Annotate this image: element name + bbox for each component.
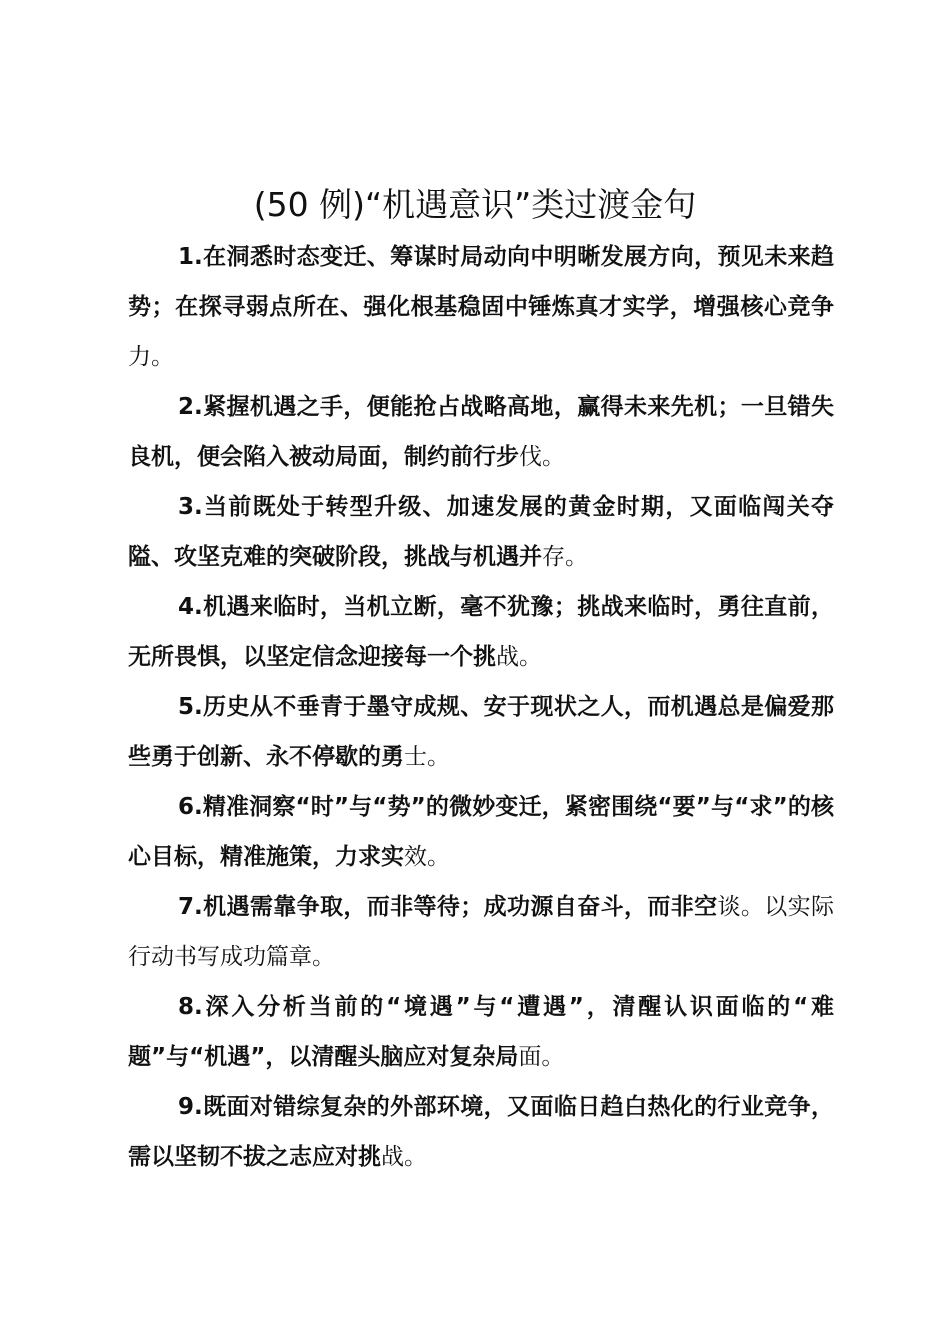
item-text-end: 战。 — [381, 1144, 427, 1170]
item-text-end: 存。 — [542, 544, 588, 570]
item-text: 6.精准洞察“时”与“势”的微妙变迁，紧密围绕“要”与“求”的核心目标，精准施策，力求实 — [128, 794, 834, 870]
item-text: 8.深入分析当前的“境遇”与“遭遇”，清醒认识面临的“难题”与“机遇”，以清醒头脑应对复杂局 — [128, 994, 834, 1070]
item-text-end: 面。 — [518, 1044, 565, 1070]
list-item — [128, 782, 834, 882]
list-item — [128, 882, 834, 982]
list-item — [128, 982, 834, 1082]
item-text: 4.机遇来临时，当机立断，毫不犹豫；挑战来临时，勇往直前，无所畏惧，以坚定信念迎接每一个挑 — [128, 594, 834, 670]
list-item — [128, 232, 834, 382]
sentence-list — [128, 232, 834, 1182]
list-item — [128, 1082, 834, 1182]
item-text: 5.历史从不垂青于墨守成规、安于现状之人，而机遇总是偏爱那些勇于创新、永不停歇的勇 — [128, 694, 834, 770]
item-text-end: 力。 — [128, 344, 174, 370]
item-text: 2.紧握机遇之手，便能抢占战略高地，赢得未来先机；一旦错失良机，便会陷入被动局面，制约前行步 — [128, 394, 834, 470]
item-text-end: 效。 — [404, 844, 450, 870]
list-item — [128, 382, 834, 482]
item-text: 3.当前既处于转型升级、加速发展的黄金时期，又面临闯关夺隘、攻坚克难的突破阶段，挑战与机遇并 — [128, 494, 834, 570]
item-text-end: 谈。以实际行动书写成功篇章。 — [128, 894, 835, 970]
item-text-end: 战。 — [496, 644, 542, 670]
item-text-end: 士。 — [404, 744, 450, 770]
item-text: 9.既面对错综复杂的外部环境，又面临日趋白热化的行业竞争，需以坚韧不拔之志应对挑 — [128, 1094, 834, 1170]
list-item — [128, 682, 834, 782]
item-text: 1.在洞悉时态变迁、筹谋时局动向中明晰发展方向，预见未来趋势；在探寻弱点所在、强化根基稳固中锤炼真才实学，增强核心竞争 — [128, 244, 834, 320]
list-item — [128, 482, 834, 582]
list-item — [128, 582, 834, 682]
document-title: (50 例)“机遇意识”类过渡金句 — [253, 185, 697, 224]
item-text: 7.机遇需靠争取，而非等待；成功源自奋斗，而非空 — [178, 894, 718, 920]
item-text-end: 伐。 — [519, 444, 565, 470]
